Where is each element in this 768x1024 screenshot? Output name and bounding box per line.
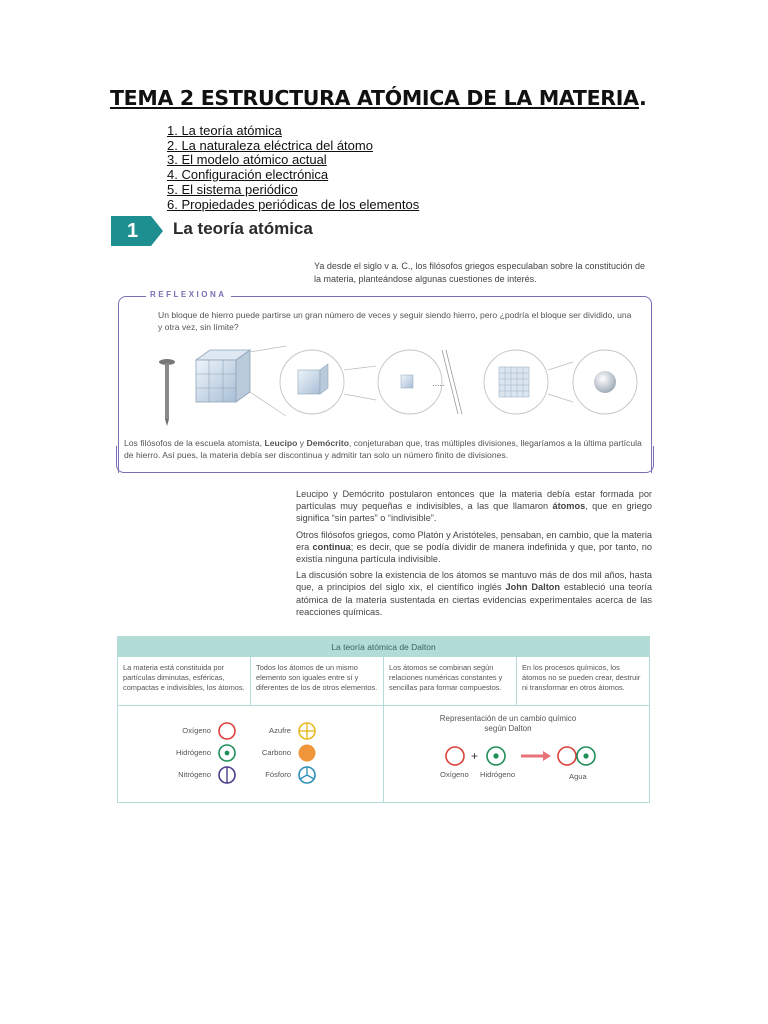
reaction-diagram <box>383 706 649 802</box>
body-paragraph-1: Leucipo y Demócrito postularon entonces que la materia debía estar formada por partículas muy pequeñas e indivisibles, a las que llamaron átomos, que en griego significa “sin partes” o “indivisible”. <box>296 489 652 524</box>
iron-block-icon <box>196 350 250 402</box>
body-paragraph-3: La discusión sobre la existencia de los átomos se mantuvo más de dos mil años, hasta que, a principios del siglo xix, el científico inglés John Dalton estableció una teoría atómica de la materia sustentada en ciertas evidencias experimentales acerca de las reacciones químicas. <box>296 570 652 617</box>
reactant-oxygen-icon <box>446 747 464 765</box>
rep-label-oxygen: Oxígeno <box>440 770 469 779</box>
reflexiona-label: REFLEXIONA <box>146 290 231 299</box>
section-number-badge: 1 <box>111 216 151 246</box>
intro-paragraph: Ya desde el siglo v a. C., los filósofos griegos especulaban sobre la constitución de la materia, planteándose algunas cuestiones de interés. <box>314 261 646 284</box>
dalton-symbols-area <box>118 706 649 802</box>
atom-sphere-circle <box>573 350 637 414</box>
oxygen-symbol-icon <box>219 723 235 739</box>
rep-label-hydrogen: Hidrógeno <box>480 770 516 779</box>
element-symbols <box>118 706 383 802</box>
postulate-cell-4: En los procesos químicos, los átomos no se pueden crear, destruir ni transformar en otros átomos. <box>522 663 641 693</box>
toc-link-5[interactable]: 5. El sistema periódico <box>167 181 298 197</box>
table-of-contents <box>167 124 419 212</box>
nail-icon <box>159 359 175 426</box>
plus-sign-icon: + <box>471 749 479 763</box>
magnifier-circle-2 <box>378 350 445 414</box>
element-label-hydrogen: Hidrógeno <box>175 748 211 757</box>
magnifier-circle-3 <box>484 350 548 414</box>
toc-link-2[interactable]: 2. La naturaleza eléctrica del átomo <box>167 137 373 153</box>
product-oxygen-icon <box>558 747 576 765</box>
section-title: La teoría atómica <box>173 219 313 238</box>
element-label-sulfur: Azufre <box>269 726 291 735</box>
toc-link-3[interactable]: 3. El modelo atómico actual <box>167 152 327 168</box>
document-title: TEMA 2 ESTRUCTURA ATÓMICA DE LA MATERIA. <box>110 86 647 110</box>
toc-link-1[interactable]: 1. La teoría atómica <box>167 123 282 138</box>
division-illustration <box>118 340 652 432</box>
dalton-theory-table <box>117 636 650 803</box>
representation-title: Representación de un cambio químico según Dalton <box>439 714 577 733</box>
postulate-cell-2: Todos los átomos de un mismo elemento son iguales entre sí y diferentes de los de otros elementos. <box>251 657 384 705</box>
reflexiona-footer: Los filósofos de la escuela atomista, Leucipo y Demócrito, conjeturaban que, tras múltiples divisiones, llegaríamos a la última partícula de hierro. Así pues, la materia debía ser discontinua y admitir tan solo un número finito de divisiones. <box>124 438 642 460</box>
section-header <box>111 216 651 246</box>
carbon-symbol-icon <box>299 745 316 762</box>
element-label-nitrogen: Nitrógeno <box>178 770 211 779</box>
element-label-phosphorus: Fósforo <box>265 770 291 779</box>
ellipsis-text: ..... <box>432 378 445 388</box>
element-label-carbon: Carbono <box>261 748 291 757</box>
body-text <box>296 488 652 622</box>
magnifier-circle-1 <box>280 350 344 414</box>
postulate-cell-3: Los átomos se combinan según relaciones numéricas constantes y sencillas para formar compuestos. <box>384 657 517 705</box>
toc-link-4[interactable]: 4. Configuración electrónica <box>167 167 329 183</box>
dalton-postulates-row <box>118 657 649 706</box>
reflexiona-question: Un bloque de hierro puede partirse un gran número de veces y seguir siendo hierro, pero ¿podría el bloque ser dividido, una y otra vez, sin límite? <box>158 310 632 332</box>
rep-label-product: Agua <box>569 772 587 781</box>
element-label-oxygen: Oxígeno <box>182 726 211 735</box>
body-paragraph-2: Otros filósofos griegos, como Platón y Aristóteles, pensaban, en cambio, que la materia era continua; es decir, que se podía dividir de manera indefinida y que, por tanto, no existía ninguna partícula indivisible. <box>296 529 652 565</box>
toc-link-6[interactable]: 6. Propiedades periódicas de los elementos <box>167 196 420 212</box>
dalton-table-header: La teoría atómica de Dalton <box>118 637 649 657</box>
postulate-cell-1: La materia está constituida por partículas diminutas, esféricas, compactas e indivisibles, los átomos. <box>118 657 251 705</box>
